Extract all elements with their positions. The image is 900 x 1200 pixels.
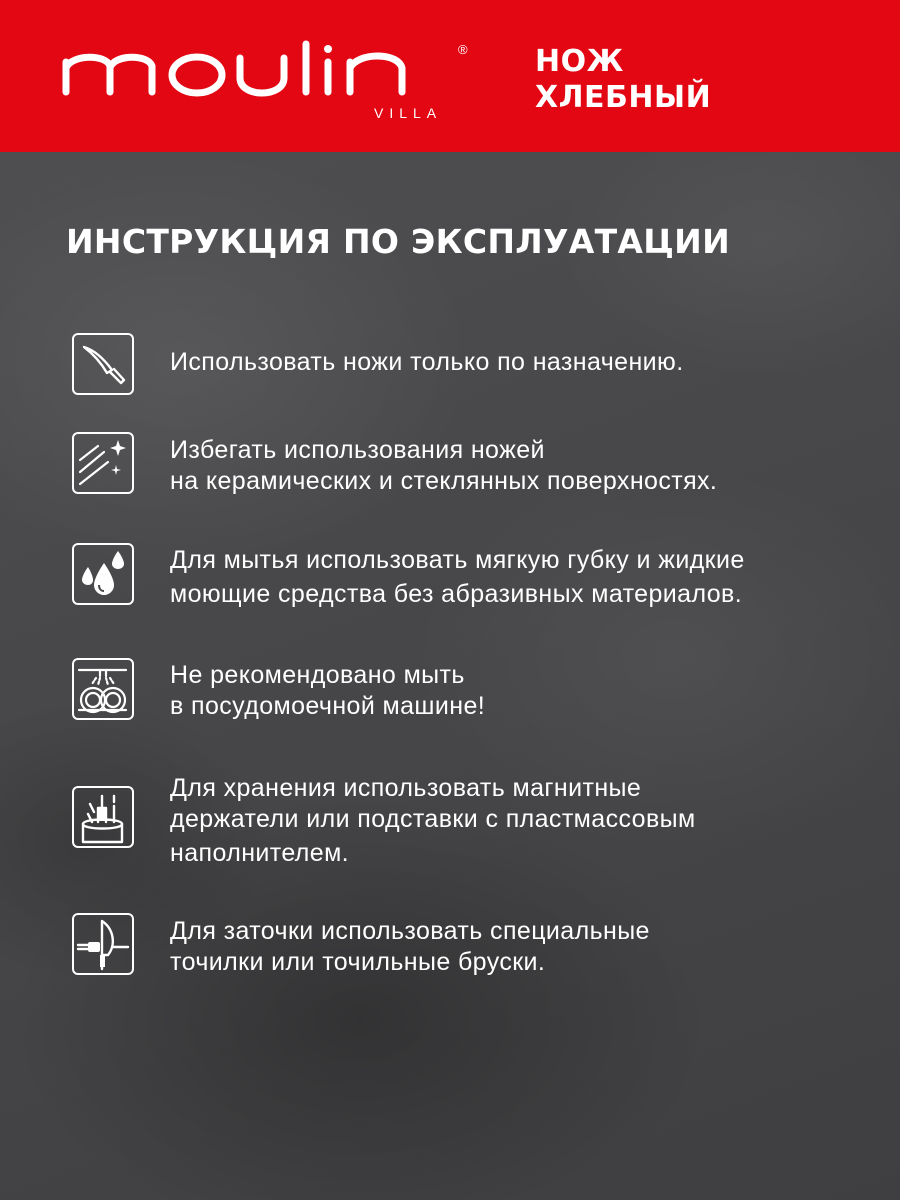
instruction-text	[170, 347, 684, 378]
glass-surface-icon	[72, 432, 134, 494]
moulin-logo-icon	[62, 40, 482, 130]
instruction-line: Для хранения использовать магнитные	[170, 774, 642, 802]
instruction-line: держатели или подставки с пластмассовым	[170, 805, 696, 833]
instruction-line: Не рекомендовано мыть	[170, 661, 465, 689]
instruction-line: Избегать использования ножей	[170, 436, 545, 464]
instruction-text	[170, 660, 485, 722]
product-title	[535, 44, 711, 116]
instruction-line: Для заточки использовать специальные	[170, 917, 650, 945]
instruction-line: Использовать ножи только по назначению.	[170, 348, 684, 376]
water-drops-icon	[72, 543, 134, 605]
product-title-line-2: ХЛЕБНЫЙ	[535, 80, 712, 115]
instruction-line: в посудомоечной машине!	[170, 692, 486, 720]
instruction-line: на керамических и стеклянных поверхностях.	[170, 467, 718, 495]
dishwasher-icon	[72, 658, 134, 720]
instruction-text	[170, 545, 745, 610]
product-title-line-1: НОЖ	[535, 44, 624, 79]
instruction-line: моющие средства без абразивных материалов.	[170, 580, 743, 608]
knife-sharpener-icon	[72, 913, 134, 975]
instruction-text	[170, 916, 650, 978]
instruction-text	[170, 773, 696, 869]
section-heading: ИНСТРУКЦИЯ ПО ЭКСПЛУАТАЦИИ	[66, 222, 730, 261]
knife-block-icon	[72, 786, 134, 848]
brand-logo	[62, 40, 482, 130]
instruction-text	[170, 435, 717, 497]
instruction-line: Для мытья использовать мягкую губку и жидкие	[170, 546, 745, 574]
header-banner	[0, 0, 900, 152]
instruction-line: наполнителем.	[170, 839, 350, 867]
knife-icon	[72, 333, 134, 395]
registered-mark: ®	[458, 42, 468, 57]
instruction-line: точилки или точильные бруски.	[170, 948, 546, 976]
brand-sub: VILLA	[374, 105, 443, 121]
